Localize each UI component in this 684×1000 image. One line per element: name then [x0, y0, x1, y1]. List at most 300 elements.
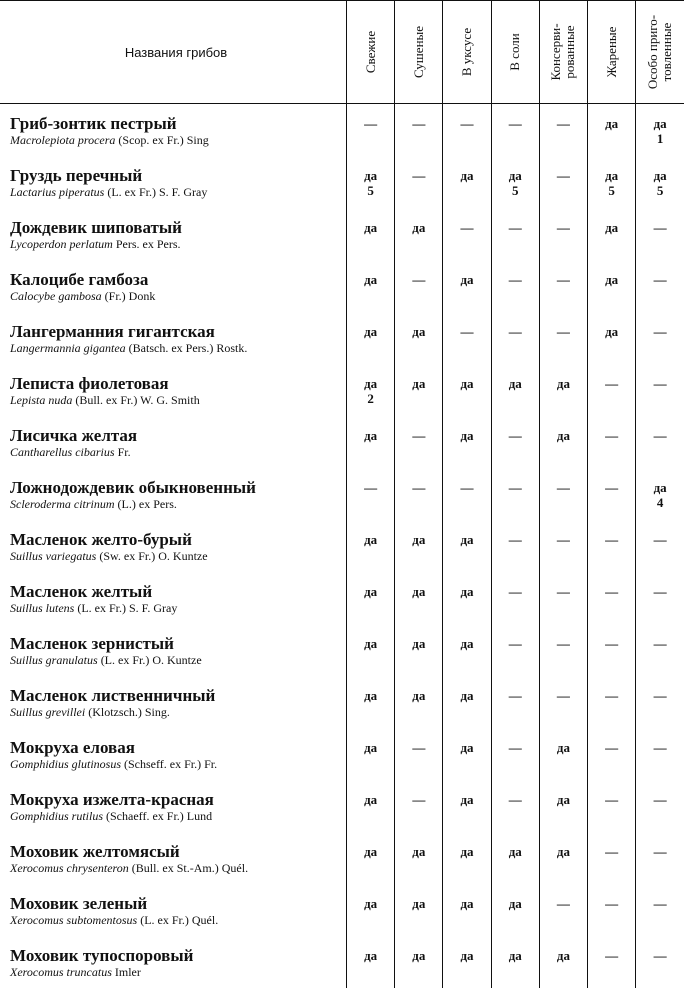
- cell-dried: [395, 936, 443, 988]
- cell-value: да: [460, 948, 474, 963]
- cell-value: —: [508, 688, 522, 703]
- cell-value: —: [460, 116, 474, 131]
- cell-value: —: [364, 480, 378, 495]
- table-row: [0, 936, 684, 988]
- cell-canned: [539, 364, 587, 416]
- cell-value: да: [364, 324, 378, 339]
- cell-value: —: [653, 376, 667, 391]
- table-row: [0, 312, 684, 364]
- cell-value: —: [460, 324, 474, 339]
- cell-value: —: [605, 428, 619, 443]
- cell-value: —: [556, 584, 570, 599]
- cell-fried: [588, 260, 636, 312]
- latin-binomial: Xerocomus truncatus: [10, 965, 112, 979]
- mushroom-russian-name: Мокруха изжелта-красная: [10, 790, 214, 809]
- mushroom-latin-name: [10, 133, 346, 148]
- cell-canned: [539, 936, 587, 988]
- cell-canned: [539, 104, 587, 157]
- cell-value: да: [460, 896, 474, 911]
- cell-dried: [395, 156, 443, 208]
- cell-dried: [395, 728, 443, 780]
- cell-value: да: [412, 844, 426, 859]
- cell-special: [636, 676, 684, 728]
- cell-value: да: [605, 220, 619, 235]
- cell-value: —: [508, 532, 522, 547]
- cell-special: [636, 884, 684, 936]
- cell-value: да: [556, 948, 570, 963]
- cell-value: —: [653, 688, 667, 703]
- latin-binomial: Scleroderma citrinum: [10, 497, 115, 511]
- cell-value: да: [508, 376, 522, 391]
- cell-dried: [395, 364, 443, 416]
- mushroom-russian-name: Гриб-зонтик пестрый: [10, 114, 177, 133]
- cell-fresh: [347, 312, 395, 364]
- cell-value: —: [653, 272, 667, 287]
- latin-author: (Batsch. ex Pers.) Rostk.: [125, 341, 248, 355]
- mushroom-latin-name: [10, 393, 346, 408]
- cell-fresh: [347, 572, 395, 624]
- cell-value: —: [556, 532, 570, 547]
- cell-value: —: [605, 688, 619, 703]
- latin-binomial: Suillus variegatus: [10, 549, 97, 563]
- cell-fried: [588, 364, 636, 416]
- cell-value: —: [508, 428, 522, 443]
- cell-value: —: [556, 480, 570, 495]
- cell-special: [636, 832, 684, 884]
- cell-canned: [539, 884, 587, 936]
- cell-fried: [588, 416, 636, 468]
- cell-value: да: [412, 532, 426, 547]
- cell-fresh: [347, 676, 395, 728]
- mushroom-russian-name: Моховик тупоспоровый: [10, 946, 194, 965]
- column-header-fresh: Свежие: [347, 1, 395, 104]
- mushroom-russian-name: Масленок желтый: [10, 582, 153, 601]
- latin-binomial: Calocybe gambosa: [10, 289, 102, 303]
- cell-dried: [395, 520, 443, 572]
- table-row: [0, 780, 684, 832]
- latin-binomial: Suillus granulatus: [10, 653, 98, 667]
- cell-value: —: [556, 220, 570, 235]
- cell-vinegar: [443, 572, 491, 624]
- mushroom-latin-name: [10, 549, 346, 564]
- cell-value: —: [605, 896, 619, 911]
- cell-value: —: [508, 740, 522, 755]
- cell-value: да: [364, 220, 378, 235]
- cell-special: [636, 780, 684, 832]
- cell-dried: [395, 104, 443, 157]
- mushroom-latin-name: [10, 809, 346, 824]
- table-row: [0, 676, 684, 728]
- cell-value: —: [653, 948, 667, 963]
- cell-salted: [491, 104, 539, 157]
- cell-value: да: [412, 636, 426, 651]
- mushroom-name-cell: [0, 520, 347, 572]
- cell-fresh: [347, 416, 395, 468]
- cell-salted: [491, 468, 539, 520]
- cell-value: да: [460, 428, 474, 443]
- cell-fresh: [347, 520, 395, 572]
- table-row: [0, 832, 684, 884]
- cell-value: да: [364, 272, 378, 287]
- mushroom-russian-name: Моховик зеленый: [10, 894, 148, 913]
- latin-author: (L. ex Fr.) Quél.: [137, 913, 219, 927]
- cell-value: да: [364, 532, 378, 547]
- cell-value: да: [556, 428, 570, 443]
- cell-value: да: [364, 428, 378, 443]
- latin-author: Pers. ex Pers.: [112, 237, 181, 251]
- latin-binomial: Lactarius piperatus: [10, 185, 105, 199]
- latin-author: (L.) ex Pers.: [114, 497, 177, 511]
- cell-salted: [491, 208, 539, 260]
- cell-special: [636, 208, 684, 260]
- cell-vinegar: [443, 780, 491, 832]
- latin-author: (Bull. ex Fr.) W. G. Smith: [72, 393, 200, 407]
- mushroom-name-cell: [0, 260, 347, 312]
- cell-value: да: [460, 740, 474, 755]
- mushroom-russian-name: Мокруха еловая: [10, 738, 135, 757]
- latin-binomial: Lepista nuda: [10, 393, 73, 407]
- cell-value: —: [605, 948, 619, 963]
- cell-special: [636, 260, 684, 312]
- cell-salted: [491, 624, 539, 676]
- latin-binomial: Gomphidius rutilus: [10, 809, 104, 823]
- cell-value: —: [412, 116, 426, 131]
- latin-author: (Schseff. ex Fr.) Fr.: [121, 757, 218, 771]
- cell-value: да: [653, 168, 667, 183]
- cell-value: —: [508, 220, 522, 235]
- cell-value: —: [508, 272, 522, 287]
- cell-value: да: [412, 324, 426, 339]
- cell-salted: [491, 728, 539, 780]
- cell-fresh: [347, 104, 395, 157]
- cell-value: —: [605, 584, 619, 599]
- cell-value: —: [605, 792, 619, 807]
- cell-value: —: [605, 376, 619, 391]
- cell-dried: [395, 468, 443, 520]
- cell-fresh: [347, 156, 395, 208]
- cell-vinegar: [443, 156, 491, 208]
- column-header-canned: Консерви- рованные: [539, 1, 587, 104]
- latin-binomial: Xerocomus chrysenteron: [10, 861, 129, 875]
- table-row: [0, 468, 684, 520]
- cell-value: —: [653, 584, 667, 599]
- cell-value: да: [412, 688, 426, 703]
- cell-fresh: [347, 260, 395, 312]
- cell-vinegar: [443, 676, 491, 728]
- cell-value: да: [460, 688, 474, 703]
- cell-value: да: [364, 792, 378, 807]
- cell-value: —: [508, 792, 522, 807]
- table-row: [0, 156, 684, 208]
- cell-value: —: [605, 532, 619, 547]
- cell-value: —: [460, 220, 474, 235]
- cell-value: —: [556, 272, 570, 287]
- mushroom-latin-name: [10, 965, 346, 980]
- latin-binomial: Gomphidius glutinosus: [10, 757, 122, 771]
- latin-binomial: Suillus lutens: [10, 601, 75, 615]
- table-row: [0, 364, 684, 416]
- cell-value: —: [556, 168, 570, 183]
- cell-value: да: [556, 740, 570, 755]
- mushroom-latin-name: [10, 601, 346, 616]
- cell-value: да: [508, 168, 522, 183]
- header-row: [0, 1, 684, 104]
- mushroom-name-cell: [0, 572, 347, 624]
- cell-canned: [539, 780, 587, 832]
- latin-author: Fr.: [114, 445, 131, 459]
- cell-fresh: [347, 468, 395, 520]
- cell-special: [636, 416, 684, 468]
- cell-dried: [395, 260, 443, 312]
- latin-binomial: Suillus grevillei: [10, 705, 86, 719]
- cell-value: да: [653, 116, 667, 131]
- cell-value: да: [460, 792, 474, 807]
- mushroom-latin-name: [10, 653, 346, 668]
- cell-value: —: [412, 792, 426, 807]
- latin-binomial: Cantharellus cibarius: [10, 445, 115, 459]
- cell-fried: [588, 728, 636, 780]
- cell-value: —: [412, 168, 426, 183]
- mushroom-russian-name: Масленок лиственничный: [10, 686, 216, 705]
- table-body: [0, 104, 684, 989]
- cell-value: да: [653, 480, 667, 495]
- latin-author: (Fr.) Donk: [101, 289, 156, 303]
- cell-dried: [395, 832, 443, 884]
- mushroom-name-cell: [0, 884, 347, 936]
- cell-dried: [395, 572, 443, 624]
- mushroom-russian-name: Дождевик шиповатый: [10, 218, 182, 237]
- cell-value: —: [556, 324, 570, 339]
- cell-dried: [395, 780, 443, 832]
- cell-value: да: [364, 896, 378, 911]
- cell-salted: [491, 156, 539, 208]
- cell-value: да: [508, 844, 522, 859]
- cell-note: 5: [656, 183, 664, 198]
- cell-salted: [491, 260, 539, 312]
- cell-dried: [395, 416, 443, 468]
- cell-special: [636, 104, 684, 157]
- latin-author: (L. ex Fr.) O. Kuntze: [97, 653, 202, 667]
- cell-fried: [588, 832, 636, 884]
- cell-value: —: [653, 636, 667, 651]
- column-header-name: Названия грибов: [0, 1, 347, 104]
- cell-value: —: [653, 532, 667, 547]
- cell-vinegar: [443, 260, 491, 312]
- cell-value: —: [412, 428, 426, 443]
- cell-salted: [491, 780, 539, 832]
- cell-value: —: [605, 740, 619, 755]
- cell-vinegar: [443, 416, 491, 468]
- cell-value: да: [364, 636, 378, 651]
- cell-fresh: [347, 208, 395, 260]
- column-header-fried: Жареные: [588, 1, 636, 104]
- cell-value: —: [412, 740, 426, 755]
- mushroom-russian-name: Лисичка желтая: [10, 426, 138, 445]
- cell-value: да: [460, 844, 474, 859]
- cell-dried: [395, 312, 443, 364]
- cell-salted: [491, 936, 539, 988]
- mushroom-russian-name: Груздь перечный: [10, 166, 143, 185]
- cell-value: да: [364, 948, 378, 963]
- cell-fresh: [347, 364, 395, 416]
- cell-canned: [539, 416, 587, 468]
- cell-value: —: [653, 220, 667, 235]
- mushroom-name-cell: [0, 208, 347, 260]
- cell-salted: [491, 676, 539, 728]
- latin-binomial: Macrolepiota procera: [10, 133, 116, 147]
- latin-author: (Schaeff. ex Fr.) Lund: [103, 809, 213, 823]
- cell-value: да: [364, 740, 378, 755]
- cell-salted: [491, 832, 539, 884]
- cell-value: да: [508, 896, 522, 911]
- table-row: [0, 728, 684, 780]
- cell-canned: [539, 624, 587, 676]
- mushroom-russian-name: Масленок желто-бурый: [10, 530, 192, 549]
- latin-binomial: Xerocomus subtomentosus: [10, 913, 138, 927]
- mushroom-name-cell: [0, 104, 347, 157]
- cell-value: да: [460, 532, 474, 547]
- cell-value: да: [412, 220, 426, 235]
- cell-salted: [491, 312, 539, 364]
- mushroom-latin-name: [10, 861, 346, 876]
- mushroom-latin-name: [10, 341, 346, 356]
- mushroom-latin-name: [10, 289, 346, 304]
- cell-canned: [539, 156, 587, 208]
- mushroom-russian-name: Леписта фиолетовая: [10, 374, 169, 393]
- latin-author: (Sw. ex Fr.) O. Kuntze: [96, 549, 208, 563]
- latin-binomial: Langermannia gigantea: [10, 341, 126, 355]
- column-header-dried: Сушеные: [395, 1, 443, 104]
- cell-value: да: [605, 168, 619, 183]
- cell-value: да: [412, 896, 426, 911]
- cell-fried: [588, 468, 636, 520]
- cell-note: 5: [367, 183, 374, 198]
- cell-canned: [539, 832, 587, 884]
- cell-special: [636, 936, 684, 988]
- cell-special: [636, 364, 684, 416]
- cell-vinegar: [443, 364, 491, 416]
- cell-value: —: [508, 116, 522, 131]
- cell-value: да: [605, 272, 619, 287]
- cell-value: —: [412, 480, 426, 495]
- cell-special: [636, 468, 684, 520]
- cell-special: [636, 156, 684, 208]
- cell-value: да: [605, 116, 619, 131]
- cell-value: —: [508, 480, 522, 495]
- cell-canned: [539, 260, 587, 312]
- cell-canned: [539, 208, 587, 260]
- cell-fresh: [347, 832, 395, 884]
- cell-vinegar: [443, 624, 491, 676]
- cell-value: да: [412, 584, 426, 599]
- latin-binomial: Lycoperdon perlatum: [10, 237, 113, 251]
- mushroom-russian-name: Ложнодождевик обыкновенный: [10, 478, 256, 497]
- mushroom-russian-name: Калоцибе гамбоза: [10, 270, 149, 289]
- table-row: [0, 104, 684, 157]
- cell-fried: [588, 884, 636, 936]
- cell-value: —: [653, 740, 667, 755]
- cell-note: 4: [656, 495, 664, 510]
- mushroom-name-cell: [0, 312, 347, 364]
- cell-fried: [588, 312, 636, 364]
- cell-fresh: [347, 728, 395, 780]
- column-header-vinegar: В уксусе: [443, 1, 491, 104]
- cell-vinegar: [443, 208, 491, 260]
- cell-vinegar: [443, 884, 491, 936]
- cell-canned: [539, 676, 587, 728]
- cell-canned: [539, 468, 587, 520]
- cell-value: —: [653, 896, 667, 911]
- cell-value: да: [412, 376, 426, 391]
- cell-value: да: [364, 168, 378, 183]
- cell-fried: [588, 624, 636, 676]
- cell-salted: [491, 416, 539, 468]
- table-row: [0, 884, 684, 936]
- cell-special: [636, 624, 684, 676]
- mushroom-latin-name: [10, 237, 346, 252]
- latin-author: (Bull. ex St.-Am.) Quél.: [128, 861, 249, 875]
- cell-value: —: [653, 844, 667, 859]
- cell-value: —: [605, 844, 619, 859]
- cell-canned: [539, 572, 587, 624]
- cell-value: —: [653, 792, 667, 807]
- cell-note: 5: [511, 183, 519, 198]
- cell-salted: [491, 520, 539, 572]
- cell-value: да: [556, 844, 570, 859]
- mushroom-russian-name: Моховик желтомясый: [10, 842, 180, 861]
- mushroom-name-cell: [0, 468, 347, 520]
- cell-value: да: [605, 324, 619, 339]
- cell-fresh: [347, 624, 395, 676]
- cell-special: [636, 520, 684, 572]
- table-row: [0, 260, 684, 312]
- table-row: [0, 208, 684, 260]
- cell-value: —: [653, 428, 667, 443]
- table-row: [0, 572, 684, 624]
- cell-value: да: [556, 376, 570, 391]
- cell-vinegar: [443, 936, 491, 988]
- mushroom-name-cell: [0, 156, 347, 208]
- mushroom-latin-name: [10, 757, 346, 772]
- cell-value: да: [556, 792, 570, 807]
- cell-value: —: [556, 636, 570, 651]
- cell-value: да: [508, 948, 522, 963]
- cell-value: да: [460, 168, 474, 183]
- mushroom-latin-name: [10, 705, 346, 720]
- mushroom-latin-name: [10, 913, 346, 928]
- cell-value: —: [508, 324, 522, 339]
- mushroom-russian-name: Лангерманния гигантская: [10, 322, 215, 341]
- cell-fried: [588, 780, 636, 832]
- cell-fried: [588, 676, 636, 728]
- mushroom-name-cell: [0, 728, 347, 780]
- column-header-salted: В соли: [491, 1, 539, 104]
- cell-value: да: [412, 948, 426, 963]
- cell-canned: [539, 312, 587, 364]
- cell-note: 1: [656, 131, 664, 146]
- cell-value: —: [605, 480, 619, 495]
- cell-value: да: [460, 376, 474, 391]
- mushroom-latin-name: [10, 445, 346, 460]
- cell-value: да: [364, 584, 378, 599]
- cell-special: [636, 728, 684, 780]
- cell-fried: [588, 572, 636, 624]
- cell-vinegar: [443, 104, 491, 157]
- mushroom-name-cell: [0, 624, 347, 676]
- cell-value: —: [556, 116, 570, 131]
- latin-author: (Scop. ex Fr.) Sing: [115, 133, 209, 147]
- mushroom-name-cell: [0, 364, 347, 416]
